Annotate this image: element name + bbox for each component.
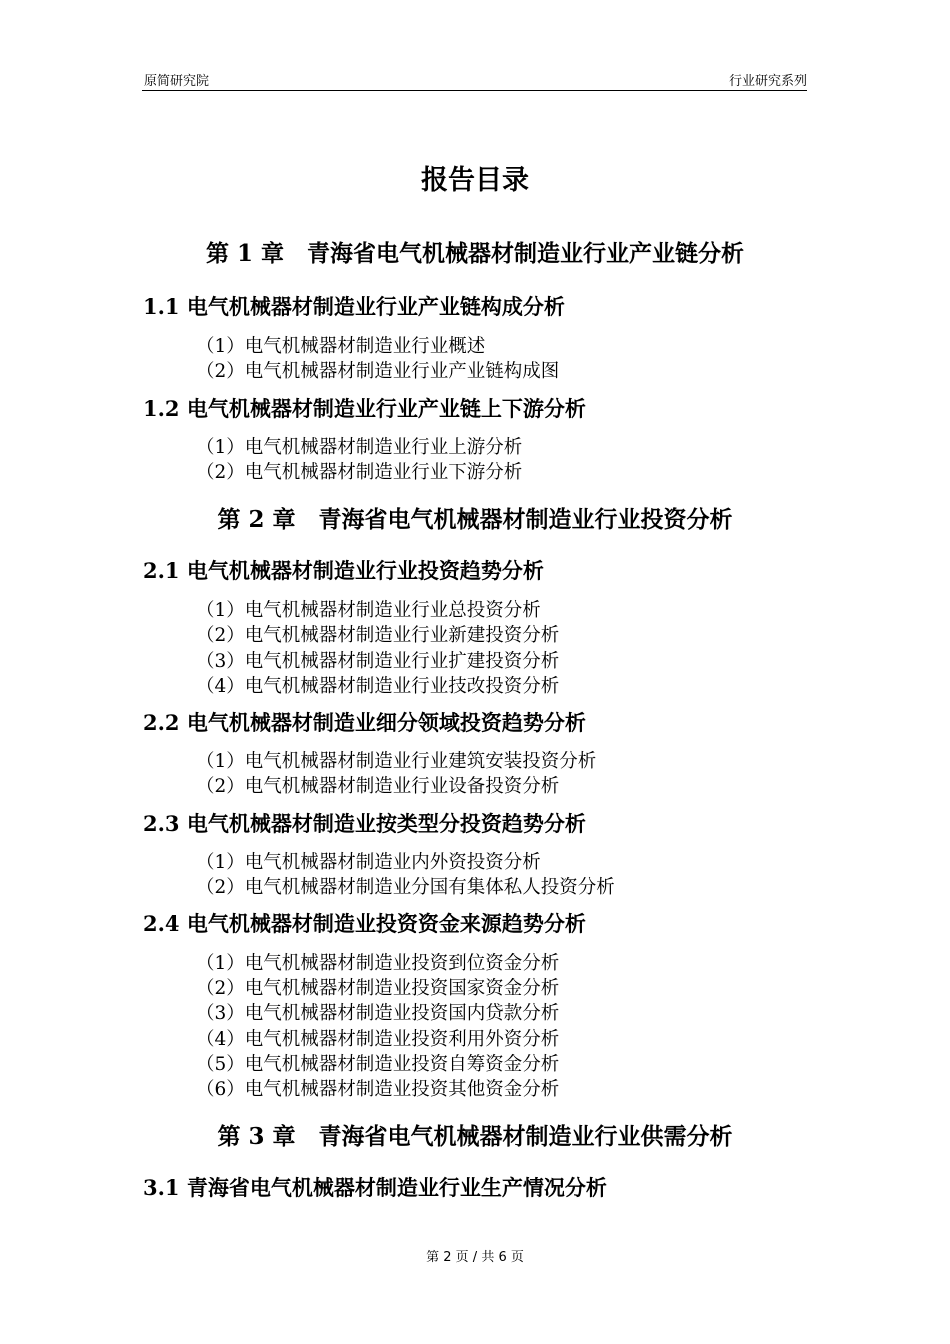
toc-item-1-2-2: （2）电气机械器材制造业行业下游分析 [196, 462, 523, 483]
toc-item-2-4-1: （1）电气机械器材制造业投资到位资金分析 [196, 953, 560, 974]
toc-section-2-1: 2.1 电气机械器材制造业行业投资趋势分析 [143, 558, 544, 583]
toc-item-2-1-3: （3）电气机械器材制造业行业扩建投资分析 [196, 651, 560, 672]
header-series-name: 行业研究系列 [728, 74, 807, 89]
toc-item-2-3-2: （2）电气机械器材制造业分国有集体私人投资分析 [196, 877, 615, 898]
toc-item-1-1-1: （1）电气机械器材制造业行业概述 [196, 336, 486, 357]
toc-item-2-2-2: （2）电气机械器材制造业行业设备投资分析 [196, 776, 560, 797]
toc-item-1-1-2: （2）电气机械器材制造业行业产业链构成图 [196, 361, 560, 382]
toc-section-2-3: 2.3 电气机械器材制造业按类型分投资趋势分析 [143, 811, 586, 836]
toc-section-1-1: 1.1 电气机械器材制造业行业产业链构成分析 [143, 294, 565, 319]
page-footer: 第 2 页 / 共 6 页 [426, 1250, 524, 1265]
page-title: 报告目录 [421, 165, 529, 196]
toc-section-1-2: 1.2 电气机械器材制造业行业产业链上下游分析 [143, 396, 586, 421]
toc-item-2-4-4: （4）电气机械器材制造业投资利用外资分析 [196, 1029, 560, 1050]
toc-item-2-1-2: （2）电气机械器材制造业行业新建投资分析 [196, 625, 560, 646]
toc-chapter-3: 第 3 章 青海省电气机械器材制造业行业供需分析 [217, 1123, 733, 1150]
toc-item-2-2-1: （1）电气机械器材制造业行业建筑安装投资分析 [196, 751, 597, 772]
toc-section-2-4: 2.4 电气机械器材制造业投资资金来源趋势分析 [143, 911, 586, 936]
toc-item-2-4-3: （3）电气机械器材制造业投资国内贷款分析 [196, 1003, 560, 1024]
toc-item-2-1-4: （4）电气机械器材制造业行业技改投资分析 [196, 676, 560, 697]
toc-item-2-1-1: （1）电气机械器材制造业行业总投资分析 [196, 600, 541, 621]
toc-item-1-2-1: （1）电气机械器材制造业行业上游分析 [196, 437, 523, 458]
page-header [142, 70, 807, 91]
header-org-name: 原简研究院 [144, 74, 210, 89]
toc-item-2-4-6: （6）电气机械器材制造业投资其他资金分析 [196, 1079, 560, 1100]
toc-item-2-4-2: （2）电气机械器材制造业投资国家资金分析 [196, 978, 560, 999]
toc-chapter-2: 第 2 章 青海省电气机械器材制造业行业投资分析 [217, 506, 733, 533]
toc-item-2-4-5: （5）电气机械器材制造业投资自筹资金分析 [196, 1054, 560, 1075]
toc-section-2-2: 2.2 电气机械器材制造业细分领域投资趋势分析 [143, 710, 586, 735]
toc-item-2-3-1: （1）电气机械器材制造业内外资投资分析 [196, 852, 541, 873]
toc-section-3-1: 3.1 青海省电气机械器材制造业行业生产情况分析 [143, 1175, 607, 1200]
toc-chapter-1: 第 1 章 青海省电气机械器材制造业行业产业链分析 [205, 240, 745, 267]
